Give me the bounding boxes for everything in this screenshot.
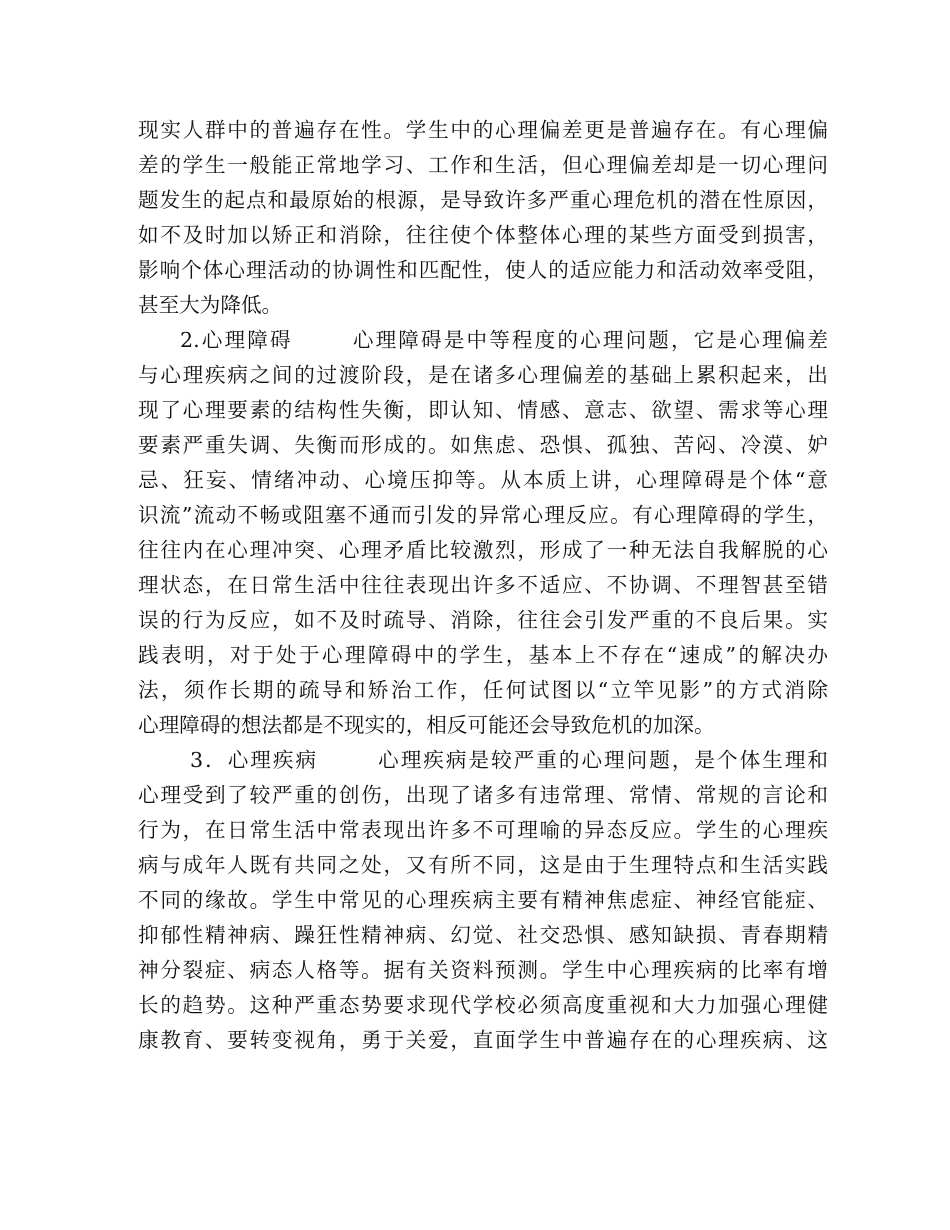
text-line: 病与成年人既有共同之处，又有所不同，这是由于生理特点和生活实践 (138, 853, 828, 877)
section-heading: 2.心理障碍 (180, 328, 293, 352)
document-body (138, 113, 828, 1058)
section-first-line-text: 心理障碍是中等程度的心理问题，它是心理偏差 (350, 328, 828, 352)
text-line: 心理障碍的想法都是不现实的，相反可能还会导致危机的加深。 (138, 713, 715, 737)
text-line: 题发生的起点和最原始的根源，是导致许多严重心理危机的潜在性原因， (138, 188, 828, 212)
text-line: 差的学生一般能正常地学习、工作和生活，但心理偏差却是一切心理问 (138, 153, 828, 177)
section-psychological-disorder (138, 323, 828, 743)
text-line: 现实人群中的普遍存在性。学生中的心理偏差更是普遍存在。有心理偏 (138, 118, 828, 142)
text-line: 康教育、要转变视角，勇于关爱，直面学生中普遍存在的心理疾病、这 (138, 1028, 828, 1052)
text-line: 甚至大为降低。 (138, 293, 283, 317)
section-mental-illness (138, 743, 828, 1058)
text-line: 理状态，在日常生活中往往表现出许多不适应、不协调、不理智甚至错 (138, 573, 828, 597)
text-line: 践表明，对于处于心理障碍中的学生，基本上不存在“速成”的解决办 (138, 643, 828, 667)
paragraph-1 (138, 113, 828, 323)
text-line: 现了心理要素的结构性失衡，即认知、情感、意志、欲望、需求等心理 (138, 398, 828, 422)
text-line: 神分裂症、病态人格等。据有关资料预测。学生中心理疾病的比率有增 (138, 958, 828, 982)
text-line: 与心理疾病之间的过渡阶段，是在诸多心理偏差的基础上累积起来，出 (138, 363, 828, 387)
text-line: 长的趋势。这种严重态势要求现代学校必须高度重视和大力加强心理健 (138, 993, 828, 1017)
text-line: 要素严重失调、失衡而形成的。如焦虑、恐惧、孤独、苦闷、冷漠、妒 (138, 433, 828, 457)
section-first-line (138, 323, 828, 358)
text-line: 如不及时加以矫正和消除，往往使个体整体心理的某些方面受到损害， (138, 223, 828, 247)
text-line: 行为，在日常生活中常表现出许多不可理喻的异态反应。学生的心理疾 (138, 818, 828, 842)
text-line: 影响个体心理活动的协调性和匹配性，使人的适应能力和活动效率受阻， (138, 258, 828, 282)
text-line: 心理受到了较严重的创伤，出现了诸多有违常理、常情、常规的言论和 (138, 783, 828, 807)
text-line: 识流”流动不畅或阻塞不通而引发的异常心理反应。有心理障碍的学生， (138, 503, 828, 527)
text-line: 忌、狂妄、情绪冲动、心境压抑等。从本质上讲，心理障碍是个体“意 (138, 468, 828, 492)
text-line: 法，须作长期的疏导和矫治工作，任何试图以“立竿见影”的方式消除 (138, 678, 828, 702)
section-heading: 3．心理疾病 (190, 748, 319, 772)
text-line: 往往内在心理冲突、心理矛盾比较激烈，形成了一种无法自我解脱的心 (138, 538, 828, 562)
text-line: 误的行为反应，如不及时疏导、消除，往往会引发严重的不良后果。实 (138, 608, 828, 632)
text-line: 抑郁性精神病、躁狂性精神病、幻觉、社交恐惧、感知缺损、青春期精 (138, 923, 828, 947)
section-first-line (138, 743, 828, 778)
section-first-line-text: 心理疾病是较严重的心理问题，是个体生理和 (376, 748, 828, 772)
text-line: 不同的缘故。学生中常见的心理疾病主要有精神焦虑症、神经官能症、 (138, 888, 828, 912)
